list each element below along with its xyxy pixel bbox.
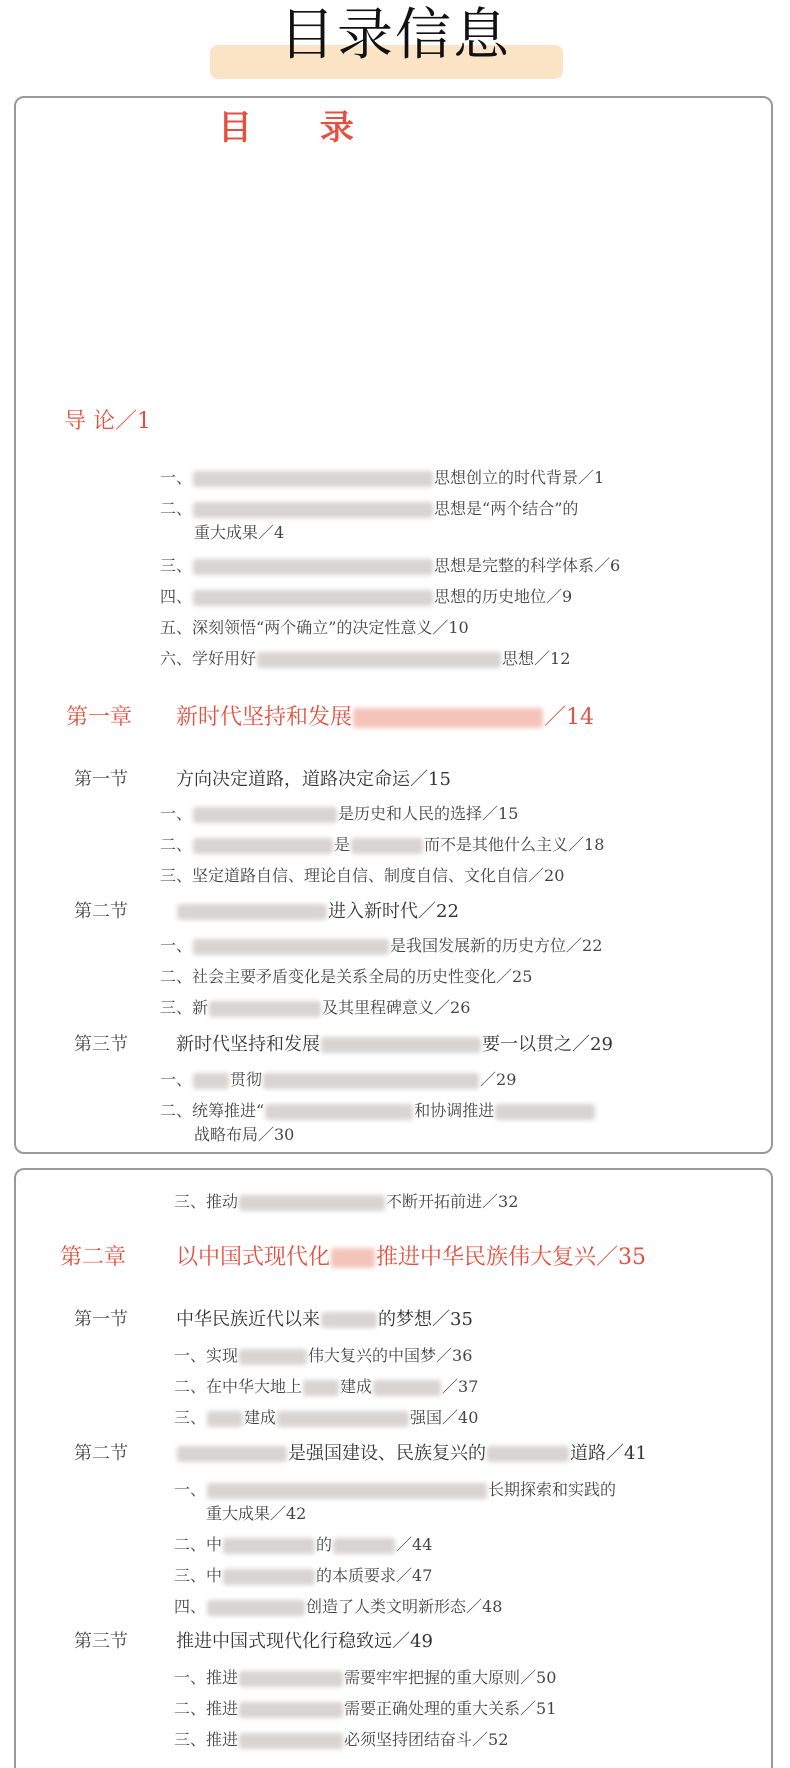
list-item: 一、 贯彻 ／29 — [160, 1070, 517, 1089]
chapter-2-label: 第二章 — [60, 1245, 127, 1270]
toc-page-2 — [14, 1168, 773, 1768]
page-title: 目录信息 — [279, 3, 511, 68]
list-item: 三、 建成 强国／40 — [174, 1408, 479, 1427]
list-item: 一、 是历史和人民的选择／15 — [160, 804, 519, 823]
section-label: 第一节 — [74, 1309, 128, 1330]
list-item-continuation: 重大成果／42 — [206, 1504, 307, 1523]
list-item: 二、中 的 ／44 — [174, 1535, 433, 1554]
section-title: 方向决定道路，道路决定命运／15 — [176, 769, 451, 790]
toc-page-1 — [14, 96, 773, 1154]
section-label: 第三节 — [74, 1631, 128, 1652]
toc-title: 目 录 — [218, 108, 382, 148]
list-item: 二、 是 而不是其他什么主义／18 — [160, 835, 605, 854]
list-item: 三、推进 必须坚持团结奋斗／52 — [174, 1730, 509, 1749]
list-item: 三、 思想是完整的科学体系／6 — [160, 556, 621, 575]
list-item: 五、深刻领悟“两个确立”的决定性意义／10 — [160, 618, 469, 637]
list-item: 一、推进 需要牢牢把握的重大原则／50 — [174, 1668, 557, 1687]
list-item: 一、实现 伟大复兴的中国梦／36 — [174, 1346, 473, 1365]
page-header — [0, 0, 790, 90]
list-item: 一、 长期探索和实践的 — [174, 1480, 617, 1499]
list-item: 四、 思想的历史地位／9 — [160, 587, 573, 606]
section-label: 第二节 — [74, 901, 128, 922]
section-label: 第一节 — [74, 769, 128, 790]
list-item: 一、 是我国发展新的历史方位／22 — [160, 936, 603, 955]
section-title: 是强国建设、民族复兴的 道路／41 — [176, 1442, 647, 1466]
list-item: 三、坚定道路自信、理论自信、制度自信、文化自信／20 — [160, 866, 565, 885]
list-item: 二、推进 需要正确处理的重大关系／51 — [174, 1699, 557, 1718]
chapter-2-title: 以中国式现代化 推进中华民族伟大复兴／35 — [176, 1245, 647, 1270]
list-item: 二、 思想是“两个结合”的 — [160, 499, 579, 518]
intro-heading: 导 论／1 — [64, 409, 151, 434]
section-title: 新时代坚持和发展 要一以贯之／29 — [176, 1034, 613, 1055]
list-item-continuation: 战略布局／30 — [194, 1125, 295, 1144]
list-item: 六、学好用好 思想／12 — [160, 649, 571, 668]
list-item: 二、在中华大地上 建成 ／37 — [174, 1377, 479, 1396]
chapter-1-title: 新时代坚持和发展 ／14 — [176, 705, 595, 730]
list-item: 三、推动 不断开拓前进／32 — [174, 1192, 519, 1211]
chapter-1-label: 第一章 — [66, 705, 133, 730]
section-label: 第二节 — [74, 1443, 128, 1464]
section-label: 第三节 — [74, 1034, 128, 1055]
list-item: 一、 思想创立的时代背景／1 — [160, 468, 605, 487]
list-item: 四、 创造了人类文明新形态／48 — [174, 1597, 503, 1616]
list-item: 三、新 及其里程碑意义／26 — [160, 998, 471, 1017]
list-item: 三、中 的本质要求／47 — [174, 1566, 433, 1585]
list-item: 二、社会主要矛盾变化是关系全局的历史性变化／25 — [160, 967, 533, 986]
list-item: 二、统筹推进“ 和协调推进 — [160, 1099, 596, 1123]
list-item-continuation: 重大成果／4 — [194, 523, 285, 542]
section-title: 中华民族近代以来 的梦想／35 — [176, 1309, 473, 1330]
section-title: 推进中国式现代化行稳致远／49 — [176, 1631, 433, 1652]
section-title: 进入新时代／22 — [176, 900, 459, 924]
